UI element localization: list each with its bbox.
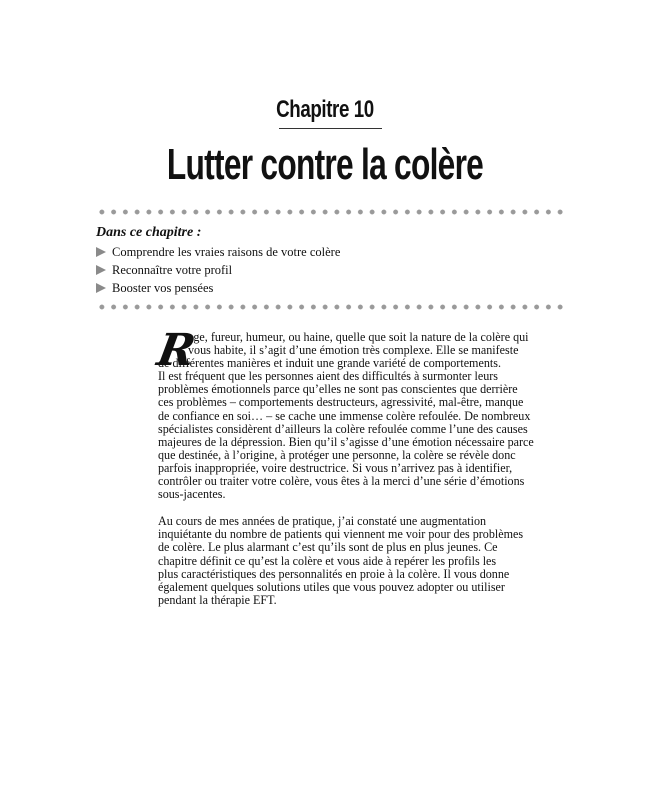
- text-line: problèmes émotionnels parce qu’elles ne sont pas conscientes que derrière: [158, 382, 518, 397]
- chapter-topics-list: [96, 243, 340, 297]
- text-line: ces problèmes – comportements destructeurs, agressivité, mal-être, manque: [158, 395, 524, 410]
- text-line: de confiance en soi… – se cache une immense colère refoulée. De nombreux: [158, 408, 531, 423]
- topic-item: [96, 261, 340, 279]
- text-line: inquiétante du nombre de patients qui viennent me voir pour des problèmes: [158, 527, 524, 542]
- text-line: plus caractéristiques des personnalités en proie à la colère. Il vous donne: [158, 566, 510, 581]
- triangle-bullet-icon: [96, 247, 106, 257]
- body-paragraph-2: [158, 515, 563, 607]
- triangle-bullet-icon: [96, 265, 106, 275]
- text-line: spécialistes considèrent d’ailleurs la colère refoulée comme l’une des causes: [158, 421, 528, 436]
- topic-item: [96, 279, 340, 297]
- chapter-underline: [279, 128, 382, 129]
- text-line: contrôler ou traiter votre colère, vous êtes à la merci d’une série d’émotions: [158, 474, 525, 489]
- text-line: vous habite, il s’agit d’une émotion très complexe. Elle se manifeste: [188, 343, 519, 358]
- body-paragraph-1: [158, 331, 563, 501]
- drop-cap-letter: R: [153, 325, 200, 376]
- text-line: chapitre définit ce qu’est la colère et vous aide à repérer les profils les: [158, 553, 497, 568]
- chapter-number: Chapitre 10: [276, 96, 374, 123]
- topic-label: Comprendre les vraies raisons de votre colère: [112, 244, 341, 259]
- text-line: sous-jacentes.: [158, 487, 226, 502]
- text-line: pendant la thérapie EFT.: [158, 592, 277, 607]
- text-line: Il est fréquent que les personnes aient des difficultés à surmonter leurs: [158, 369, 498, 384]
- chapter-title: Lutter contre la colère: [166, 140, 484, 189]
- text-line: Au cours de mes années de pratique, j’ai constaté une augmentation: [158, 514, 487, 529]
- dotted-divider-top: [96, 209, 566, 215]
- text-line: parfois inappropriée, voire destructrice. Si vous n’arrivez pas à identifier,: [158, 460, 513, 475]
- text-line: de différentes manières et induit une grande variété de comportements.: [158, 356, 501, 371]
- topic-label: Reconnaître votre profil: [112, 262, 233, 277]
- topic-item: [96, 243, 340, 261]
- in-this-chapter-heading: Dans ce chapitre :: [96, 225, 202, 240]
- text-line: de colère. Le plus alarmant c’est qu’ils sont de plus en plus jeunes. Ce: [158, 540, 498, 555]
- text-line: age, fureur, humeur, ou haine, quelle que soit la nature de la colère qui: [188, 330, 529, 344]
- text-line: majeures de la dépression. Bien qu’il s’agisse d’une émotion nécessaire parce: [158, 434, 534, 449]
- dotted-divider-bottom: [96, 304, 566, 310]
- chapter-body: [153, 325, 563, 607]
- text-line: que destinée, à l’origine, à protéger une personne, la colère se révèle donc: [158, 447, 516, 462]
- topic-label: Booster vos pensées: [112, 280, 214, 295]
- text-line: également quelques solutions utiles que vous pouvez adopter ou utiliser: [158, 579, 505, 594]
- triangle-bullet-icon: [96, 283, 106, 293]
